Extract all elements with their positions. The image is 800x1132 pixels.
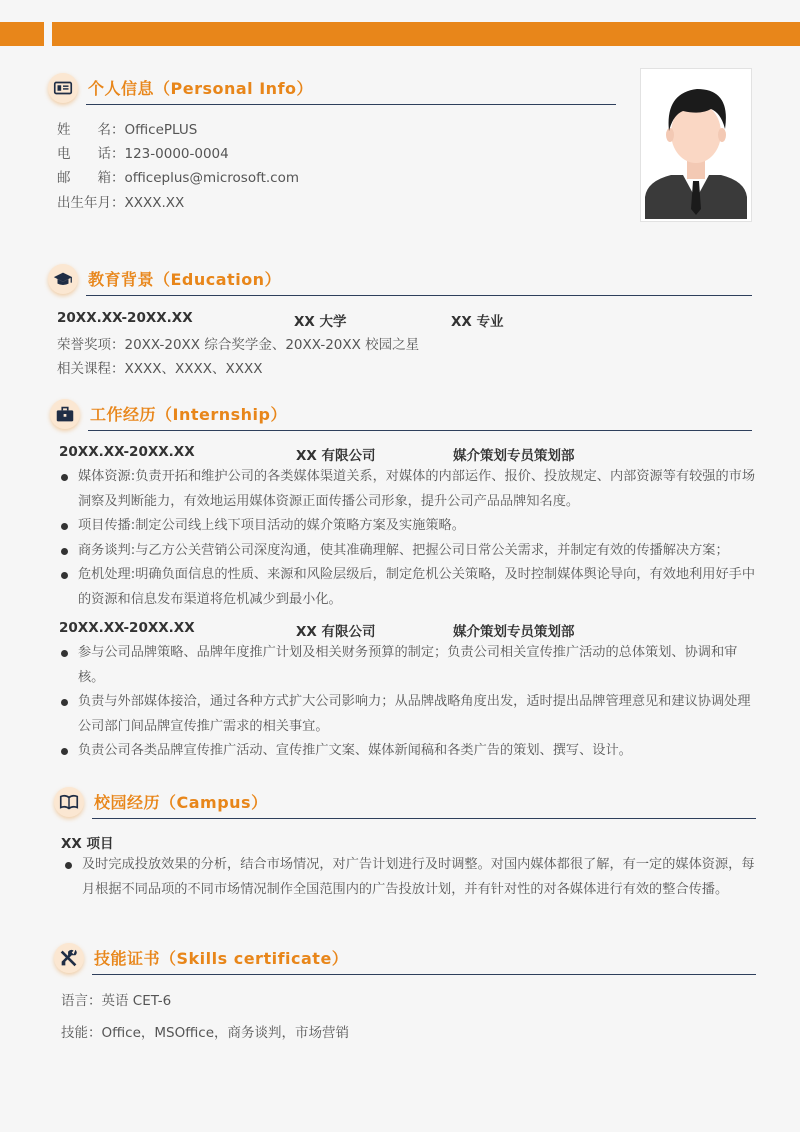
tools-icon bbox=[54, 943, 84, 973]
phone-row bbox=[57, 142, 229, 162]
profile-photo bbox=[640, 68, 752, 222]
id-card-icon bbox=[48, 73, 78, 103]
job-company: XX 有限公司 bbox=[296, 624, 376, 640]
top-bar-right bbox=[52, 22, 800, 46]
section-title-education: 教育背景（Education） bbox=[88, 270, 282, 289]
job-row bbox=[59, 444, 659, 462]
birth-row bbox=[57, 191, 184, 211]
section-title-work: 工作经历（Internship） bbox=[90, 405, 287, 424]
education-courses: 相关课程：XXXX、XXXX、XXXX bbox=[57, 361, 263, 377]
birth-value: XXXX.XX bbox=[124, 195, 185, 211]
list-item: 媒体资源:负责开拓和维护公司的各类媒体渠道关系，对媒体的内部运作、报价、投放规定、内部资源等有较强的市场洞察及判断能力，有效地运用媒体资源正面传播公司形象，提升公司产品品牌知名度。 bbox=[58, 465, 758, 514]
top-bar-left bbox=[0, 22, 44, 46]
education-honors: 荣誉奖项：20XX-20XX 综合奖学金、20XX-20XX 校园之星 bbox=[57, 337, 420, 353]
section-rule bbox=[86, 295, 752, 296]
list-item: 参与公司品牌策略、品牌年度推广计划及相关财务预算的制定；负责公司相关宣传推广活动的总体策划、协调和审核。 bbox=[58, 641, 758, 690]
section-work-header bbox=[50, 399, 752, 433]
section-title-campus: 校园经历（Campus） bbox=[94, 793, 268, 812]
name-value: OfficePLUS bbox=[124, 122, 198, 138]
job-position: 媒介策划专员策划部 bbox=[453, 448, 575, 464]
name-row bbox=[57, 118, 197, 138]
list-item: 危机处理:明确负面信息的性质、来源和风险层级后，制定危机公关策略，及时控制媒体舆论导向，有效地利用好手中的资源和信息发布渠道将危机减少到最小化。 bbox=[58, 563, 758, 612]
birth-label: 出生年月： bbox=[57, 195, 125, 211]
list-item: 项目传播:制定公司线上线下项目活动的媒介策略方案及实施策略。 bbox=[58, 514, 758, 539]
list-item: 商务谈判:与乙方公关营销公司深度沟通，使其准确理解、把握公司日常公关需求，并制定有效的传播解决方案； bbox=[58, 539, 758, 564]
section-education-header bbox=[48, 264, 752, 298]
graduation-cap-icon bbox=[48, 264, 78, 294]
list-item: 及时完成投放效果的分析，结合市场情况，对广告计划进行及时调整。对国内媒体都很了解，有一定的媒体资源，每月根据不同品项的不同市场情况制作全国范围内的广告投放计划，并有针对性的对各媒体进行有效的整合传播。 bbox=[62, 853, 758, 902]
job-bullets bbox=[58, 465, 758, 612]
skills-language: 语言：英语 CET-6 bbox=[61, 993, 172, 1009]
education-date: 20XX.XX-20XX.XX bbox=[57, 310, 193, 326]
job-position: 媒介策划专员策划部 bbox=[453, 624, 575, 640]
section-rule bbox=[88, 430, 752, 431]
job-date: 20XX.XX-20XX.XX bbox=[59, 620, 195, 636]
education-row bbox=[57, 310, 657, 328]
phone-label: 电 话： bbox=[57, 146, 125, 162]
section-title-skills: 技能证书（Skills certificate） bbox=[94, 949, 349, 968]
campus-project: XX 项目 bbox=[61, 836, 114, 852]
name-label: 姓 名： bbox=[57, 122, 125, 138]
section-rule bbox=[86, 104, 616, 105]
job-row bbox=[59, 620, 659, 638]
campus-bullets bbox=[62, 853, 758, 902]
email-label: 邮 箱： bbox=[57, 170, 125, 186]
education-major: XX 专业 bbox=[451, 314, 504, 330]
job-bullets bbox=[58, 641, 758, 764]
list-item: 负责公司各类品牌宣传推广活动、宣传推广文案、媒体新闻稿和各类广告的策划、撰写、设计。 bbox=[58, 739, 758, 764]
briefcase-icon bbox=[50, 399, 80, 429]
section-personal-header bbox=[48, 73, 616, 107]
section-campus-header bbox=[54, 787, 756, 821]
email-value: officeplus@microsoft.com bbox=[124, 170, 300, 186]
open-book-icon bbox=[54, 787, 84, 817]
job-company: XX 有限公司 bbox=[296, 448, 376, 464]
section-rule bbox=[92, 974, 756, 975]
section-rule bbox=[92, 818, 756, 819]
section-skills-header bbox=[54, 943, 756, 977]
list-item: 负责与外部媒体接洽，通过各种方式扩大公司影响力；从品牌战略角度出发，适时提出品牌管理意见和建议协调处理公司部门间品牌宣传推广需求的相关事宜。 bbox=[58, 690, 758, 739]
skills-skill: 技能：Office，MSOffice，商务谈判，市场营销 bbox=[61, 1025, 350, 1041]
section-title-personal: 个人信息（Personal Info） bbox=[88, 79, 314, 98]
email-row bbox=[57, 166, 299, 186]
job-date: 20XX.XX-20XX.XX bbox=[59, 444, 195, 460]
education-school: XX 大学 bbox=[294, 314, 347, 330]
phone-value: 123-0000-0004 bbox=[124, 146, 229, 162]
